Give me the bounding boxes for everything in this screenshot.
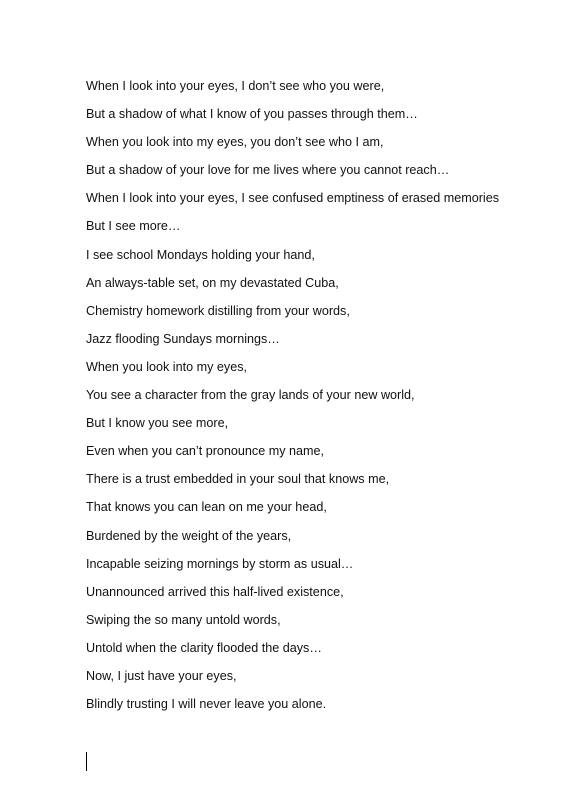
text-cursor[interactable] — [86, 752, 87, 771]
poem-line-6: But I see more… — [86, 219, 181, 234]
poem-line-8: An always-table set, on my devastated Cuba, — [86, 275, 339, 290]
poem-line-19: Unannounced arrived this half-lived existence, — [86, 584, 344, 599]
poem-line-17: Burdened by the weight of the years, — [86, 528, 292, 543]
poem-line-3: When you look into my eyes, you don’t see who I am, — [86, 135, 384, 150]
poem-line-16: That knows you can lean on me your head, — [86, 500, 327, 515]
poem-line-15: There is a trust embedded in your soul that knows me, — [86, 472, 390, 487]
poem-line-21: Untold when the clarity flooded the days… — [86, 640, 322, 655]
poem-line-4: But a shadow of your love for me lives where you cannot reach… — [86, 163, 450, 178]
poem-line-9: Chemistry homework distilling from your words, — [86, 303, 350, 318]
poem-line-14: Even when you can’t pronounce my name, — [86, 444, 325, 459]
poem-line-1: When I look into your eyes, I don’t see who you were, — [86, 79, 385, 93]
poem-line-20: Swiping the so many untold words, — [86, 612, 281, 627]
poem-line-5: When I look into your eyes, I see confused emptiness of erased memories — [86, 191, 499, 206]
poem-line-2: But a shadow of what I know of you passes through them… — [86, 107, 418, 122]
poem-body[interactable] — [86, 74, 556, 720]
poem-line-22: Now, I just have your eyes, — [86, 668, 237, 683]
poem-line-7: I see school Mondays holding your hand, — [86, 247, 315, 262]
poem-line-18: Incapable seizing mornings by storm as usual… — [86, 556, 354, 571]
poem-line-12: You see a character from the gray lands of your new world, — [86, 388, 415, 403]
poem-line-23: Blindly trusting I will never leave you alone. — [86, 697, 327, 712]
poem-line-13: But I know you see more, — [86, 416, 229, 431]
poem-line-11: When you look into my eyes, — [86, 359, 247, 374]
poem-line-10: Jazz flooding Sundays mornings… — [86, 331, 280, 346]
